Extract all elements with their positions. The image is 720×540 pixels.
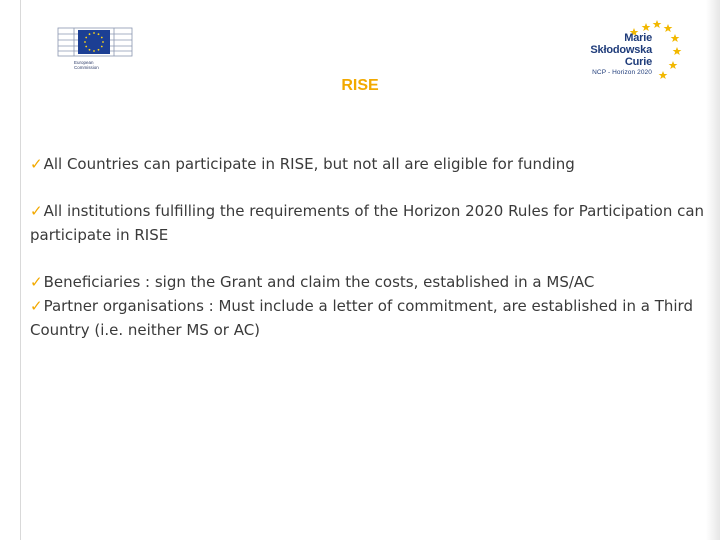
checkmark-icon: ✓ (30, 155, 43, 173)
bullet-point (30, 152, 706, 176)
slide-title: RISE (341, 77, 379, 94)
checkmark-icon: ✓ (30, 297, 43, 315)
msca-line1: Marie (624, 32, 652, 44)
ec-logo-caption (74, 60, 134, 70)
slide-content (30, 152, 706, 342)
checkmark-icon: ✓ (30, 202, 43, 220)
european-commission-logo (56, 20, 136, 72)
bullet-text: All institutions fulfilling the requirements of the Horizon 2020 Rules for Participation can participate in RISE (30, 202, 705, 244)
msca-wordmark (564, 32, 652, 78)
bullet-text: Beneficiaries : sign the Grant and claim the costs, established in a MS/AC (43, 273, 595, 291)
checkmark-icon: ✓ (30, 273, 43, 291)
ec-caption-line: European (74, 60, 94, 65)
bullet-point (30, 294, 706, 342)
bullet-point (30, 199, 706, 247)
msca-line3: NCP - Horizon 2020 (592, 69, 652, 76)
bullet-text: All Countries can participate in RISE, but not all are eligible for funding (43, 155, 575, 173)
msca-line2: Skłodowska Curie (590, 44, 652, 68)
ec-building-icon (56, 20, 134, 58)
ec-caption-line: Commission (74, 65, 99, 70)
bullet-text: Partner organisations : Must include a letter of commitment, are established in a Third Country (i.e. neither MS or AC) (30, 297, 693, 339)
msca-logo (564, 18, 688, 84)
bullet-point (30, 270, 706, 294)
